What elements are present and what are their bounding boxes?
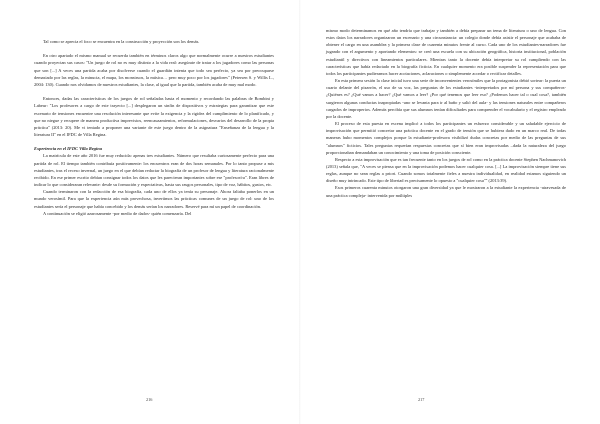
paragraph: mismo modo determinamos en qué año tendría que trabajar y también a debía preparar un tema de literatura o uno de lengua. Con estos datos los narradores organizaron un escenario y una circunstancia: un colegio donde debía asistir el personaje que acababa de obtener el cargo en una asamblea y la primera clase de cuarenta minutos frente al curso. Cada uno de los estudiantes-narradores fue jugando con el argumento y aportando elementos: se creó una escuela con su ubicación geográfica, historia institucional, población estudiantil y directivos con lineamientos particulares. Mientras tanto la docente debía interpretar su rol cumpliendo con las características que había redactado en la biografía ficticia. En cualquier momento era posible suspender la representación para que todos los participantes pudieramos hacer acotaciones, aclaraciones o simplemente acordar o rectificar detalles. xyxy=(326,28,566,76)
page-number: 216 xyxy=(146,397,153,402)
right-page-body xyxy=(326,27,566,199)
page-number: 217 xyxy=(418,397,425,402)
left-page-body xyxy=(34,38,274,217)
right-page xyxy=(300,0,600,424)
paragraph: En otro apartado el mismo manual se recuerda también en términos claros algo que normalmente ocurre a nuestros estudiantes cuando proyectan sus casos: "Un juego de rol no es muy distinto a la vida real: asegúrate de tratar a los jugadores como las personas que son [...] A veces una partida acaba por disolverse cuando el guardián intenta que todo sea perfecto, ya sea por preocuparse demasiado por las reglas, la minucia, el mapa, los monstruos, la música… pero muy poco por los jugadores" (Petersen S. y Willis L., 2004: 130). Cuando nos olvidamos de nuestros estudiantes, la clase, al igual que la partida, también acaba de muy mal modo. xyxy=(34,53,274,87)
paragraph: Tal como se aprecia el foco se encuentra en la construcción y proyección son los demás. xyxy=(43,39,200,44)
paragraph: La matrícula de este año 2016 fue muy reducida: apenas tres estudiantes. Número que resultaba curiosamente perfecto para una partida de rol. El tiempo también contribuía positivamente: los encuentros eran de dos horas semanales. Por lo tanto propuse a mis estudiantes, tras el receso invernal, un juego en el que debían redactar la biografía de un profesor de lengua y literatura racionalmente recibido. En ese primer escrito debían consignar todos los datos que les parecieran importantes sobre ese "profesor/ra". Eran libres de indicar lo que consideraran relevante: desde su formación y expectativas, hasta sus rasgos personales, tipo de voz, hábitos, gustos, etc. xyxy=(34,153,274,188)
section-heading: Experiencia en el IFDC Villa Regina xyxy=(34,146,102,152)
paragraph: En esta primera sesión la clase inicial tuvo una serie de inconvenientes verosímiles que la protagonista debió sortear: la puerta un cuarto delante del pizarrón, el uso de su voz, las preguntas de los estudiantes -interpretados por mí persona y sus compañeros- ¿Quiénes es? ¿Qué vamos a hacer? ¿Qué vamos a leer? ¿Por qué tenemos que leer eso? ¿Podemos hacer tal o cual cosa?, también surgieron algunas conductas inapropiadas -uno se levanta para ir al baño y salió del aula- y las tensiones naturales entre compañeros cargados de improperios. Además percibía que sus alumnos tenían dificultades para comprender el vocabulario y el registro empleado por la docente. xyxy=(326,78,566,119)
paragraph: Respecto a esta improvisación que es tan frecuente tanto en los juegos de rol como en la práctica docente Stephen Nachmanovich (2013) señala que, "A veces se piensa que en la improvisación podemos hacer cualquier cosa. [...] La improvisación siempre tiene sus reglas, aunque no sean reglas a priori. Cuando somos totalmente fieles a nuestra individualidad, en realidad estamos siguiendo un diseño muy intrincado. Este tipo de libertad es precisamente lo opuesto a "cualquier cosa"" (2013:39). xyxy=(326,156,566,184)
paragraph: Cuando terminaron con la redacción de esa biografía, cada uno de ellos ya tenía su personaje. Ahora faltaba ponerlos en un mundo verosímil. Para que la experiencia aún más provechosa, invertimos las prácticas comunes de un juego de rol: uno de los estudiantes sería el personaje que había concebido y los demás serían los narradores. Reservé para mí un papel de coordinación. xyxy=(34,189,274,209)
paragraph: El proceso de esta puesta en escena implicó a todos los participantes un esfuerzo considerable y un saludable ejercicio de improvisación que permitió concretar una práctica docente en el grado de tensión que se hubiera dado en un marco real. De todas maneras hubo momentos complejos porque la estudiante-profesora visibilizó dudas concretas por medio de las preguntas de sus "alumnos" ficticios. Tales preguntas requerían respuestas concretas que sí bien eran improvisadas –dada la naturaleza del juego proporcionaban demandaban un conocimiento y una toma de posición consciente. xyxy=(326,121,566,155)
paragraph: Entonces, dadas las características de los juegos de rol señaladas hasta el momento y recordando las palabras de Bombini y Labeur: "Los profesores a cargo de este trayecto [...] desplegaron un sinfín de dispositivos y estrategias para garantizar que este escenario de tensiones encuentre una resolución interesante que evite la exigencia y la rigidez del cumplimiento de lo planificado, y que no niegue y recupere de manera productiva imprevistos, reencauzamientos, reformulaciones, desvarios del desarrollo de la propia práctica" (2013: 20). Me vi tentado a proponer una variante de este juego dentro de la asignatura "Enseñanza de la lengua y la literatura II" en el IFDC de Villa Regina. xyxy=(34,96,274,137)
paragraph: Esos primeros cuarenta minutos otorgaron una gran diversidad ya que le mostraron a la estudiante la experiencia -atravesada de una práctica compleja- intervenida por múltiples xyxy=(326,185,566,198)
paragraph: A continuación se eligió azarosamente -por medio de dados- quién comenzaría. Del xyxy=(43,210,192,216)
